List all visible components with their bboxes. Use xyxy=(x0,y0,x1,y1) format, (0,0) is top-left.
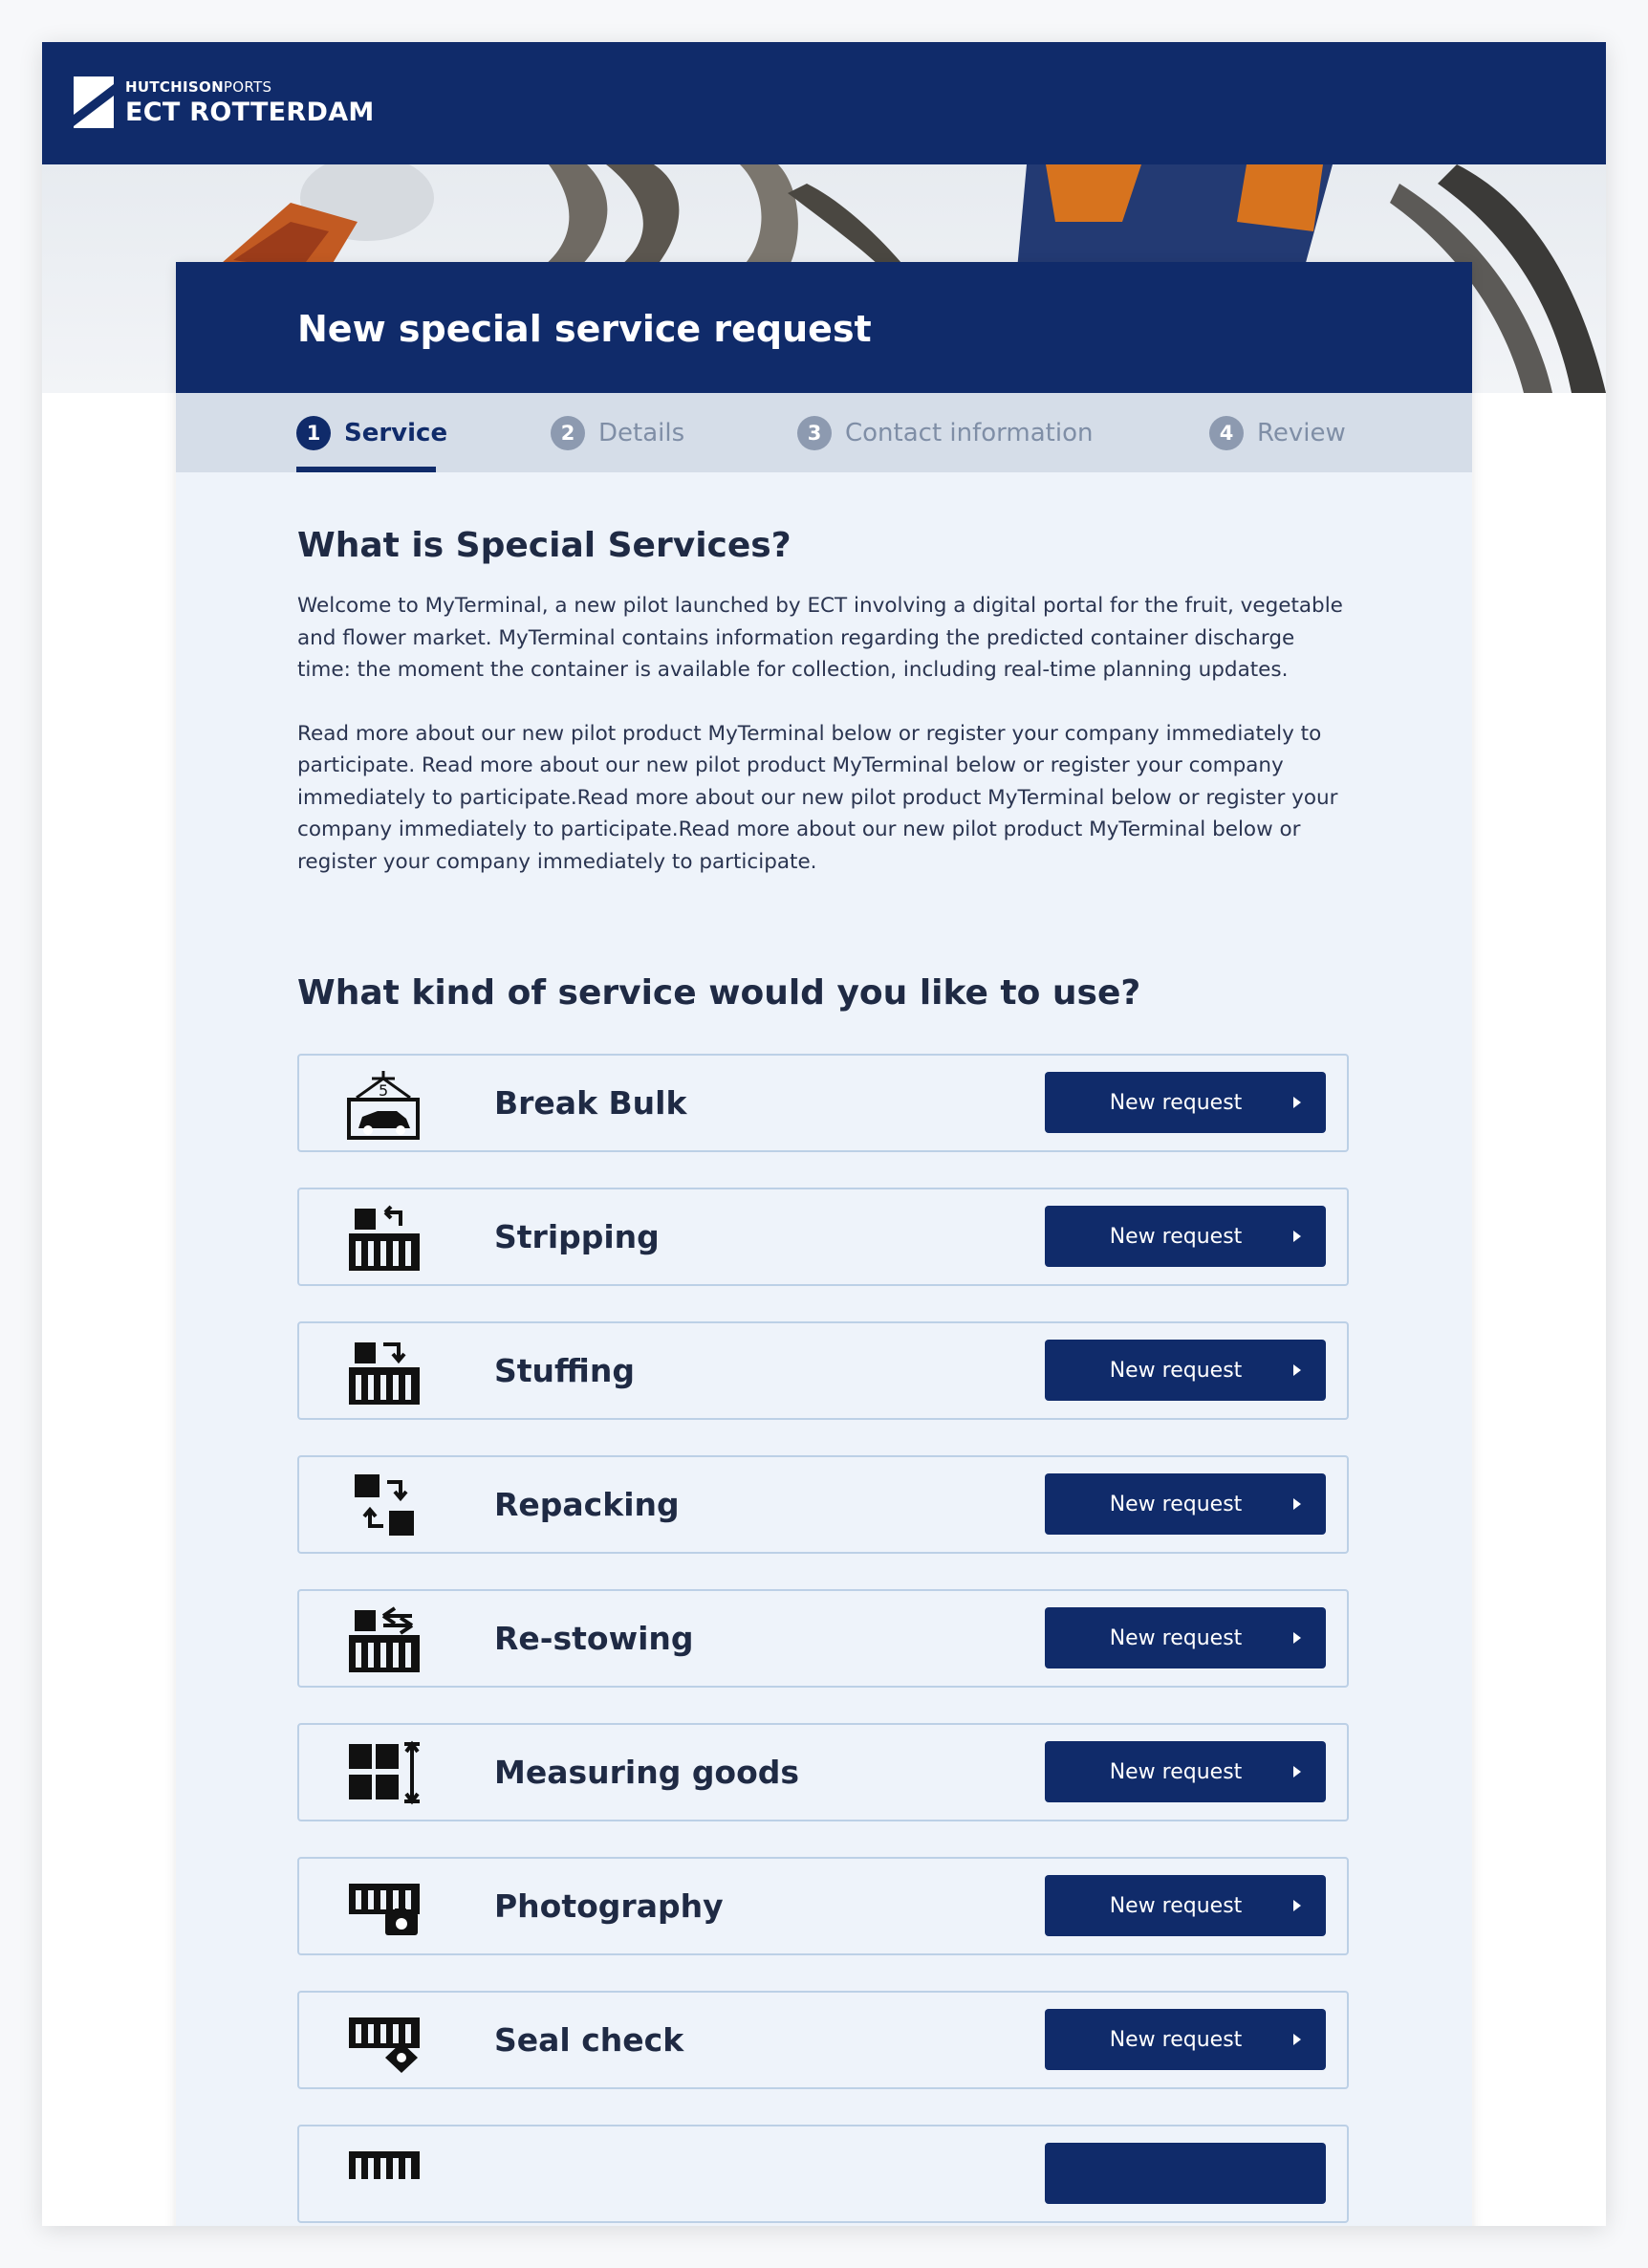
step-service[interactable] xyxy=(296,414,447,452)
container-unload-icon xyxy=(345,1201,422,1274)
step-review[interactable] xyxy=(1209,414,1346,452)
page-title: New special service request xyxy=(176,262,1472,393)
service-label: Measuring goods xyxy=(494,1754,800,1791)
active-step-indicator xyxy=(296,467,436,472)
service-row-repacking xyxy=(297,1455,1349,1554)
chevron-right-icon xyxy=(1293,1766,1301,1777)
measure-boxes-icon xyxy=(345,1736,422,1809)
logo-mark-icon xyxy=(74,76,114,128)
service-label: Repacking xyxy=(494,1486,680,1523)
service-row-partial xyxy=(297,2125,1349,2223)
service-label: Break Bulk xyxy=(494,1084,687,1122)
service-label: Stripping xyxy=(494,1218,660,1255)
logo-name: ECT ROTTERDAM xyxy=(125,97,375,127)
container-seal-icon xyxy=(345,2004,422,2077)
intro-paragraph: Read more about our new pilot product MyTerminal below or register your company immediately to participate. Read more about our new pilot product MyTerminal below or register your company immediately to participate.Read more about our new pilot product MyTerminal below or register your company immediately to participate.Read more about our new pilot product MyTerminal below or register your company immediately to participate. xyxy=(297,721,1338,874)
step-label: Details xyxy=(598,419,685,447)
service-label: Re-stowing xyxy=(494,1620,694,1657)
container-restow-icon xyxy=(345,1603,422,1675)
request-card xyxy=(176,262,1472,2226)
service-row-stuffing xyxy=(297,1321,1349,1420)
stepper xyxy=(176,393,1472,472)
chevron-right-icon xyxy=(1293,1498,1301,1510)
service-row-photography xyxy=(297,1857,1349,1955)
app-window xyxy=(42,42,1606,2226)
new-request-button[interactable]: New request xyxy=(1045,2009,1326,2070)
new-request-button[interactable]: New request xyxy=(1045,1340,1326,1401)
new-request-button[interactable]: New request xyxy=(1045,1072,1326,1133)
chevron-right-icon xyxy=(1293,1231,1301,1242)
container-icon xyxy=(345,2138,422,2211)
step-label: Service xyxy=(344,419,448,447)
repack-boxes-icon xyxy=(345,1469,422,1541)
service-row-break-bulk xyxy=(297,1054,1349,1152)
chevron-right-icon xyxy=(1293,2034,1301,2045)
container-camera-icon xyxy=(345,1870,422,1943)
top-bar xyxy=(42,42,1606,164)
chevron-right-icon xyxy=(1293,1900,1301,1911)
chevron-right-icon xyxy=(1293,1097,1301,1108)
step-number: 3 xyxy=(797,416,832,450)
crane-truck-icon xyxy=(345,1067,422,1140)
service-row-re-stowing xyxy=(297,1589,1349,1688)
logo[interactable] xyxy=(74,76,375,128)
container-load-icon xyxy=(345,1335,422,1407)
step-number: 4 xyxy=(1209,416,1244,450)
service-label: Photography xyxy=(494,1887,724,1925)
new-request-button[interactable]: New request xyxy=(1045,1473,1326,1535)
step-details[interactable] xyxy=(551,414,684,452)
service-row-measuring-goods xyxy=(297,1723,1349,1821)
new-request-button[interactable]: New request xyxy=(1045,1206,1326,1267)
step-number: 1 xyxy=(296,416,331,450)
svg-text:5: 5 xyxy=(379,1081,389,1100)
step-contact-information[interactable] xyxy=(797,414,1093,452)
new-request-button[interactable]: New request xyxy=(1045,1607,1326,1668)
logo-tagline: HUTCHISONPORTS xyxy=(125,77,272,96)
service-label: Stuffing xyxy=(494,1352,635,1389)
step-label: Contact information xyxy=(845,419,1094,447)
service-row-stripping xyxy=(297,1188,1349,1286)
chevron-right-icon xyxy=(1293,1632,1301,1644)
intro-heading: What is Special Services? xyxy=(297,526,791,565)
new-request-button[interactable]: New request xyxy=(1045,1875,1326,1936)
service-label: Seal check xyxy=(494,2021,684,2059)
services-list xyxy=(297,1054,1472,2223)
intro-paragraph: Welcome to MyTerminal, a new pilot launched by ECT involving a digital portal for the fruit, vegetable and flower market. MyTerminal contains information regarding the predicted container discharge time: the moment the container is available for collection, including real-time planning updates. xyxy=(297,594,1343,682)
new-request-button[interactable]: New request xyxy=(1045,1741,1326,1802)
service-row-seal-check xyxy=(297,1991,1349,2089)
step-number: 2 xyxy=(551,416,585,450)
step-label: Review xyxy=(1257,419,1346,447)
new-request-button[interactable] xyxy=(1045,2143,1326,2204)
chevron-right-icon xyxy=(1293,1364,1301,1376)
services-heading: What kind of service would you like to use? xyxy=(297,973,1141,1013)
